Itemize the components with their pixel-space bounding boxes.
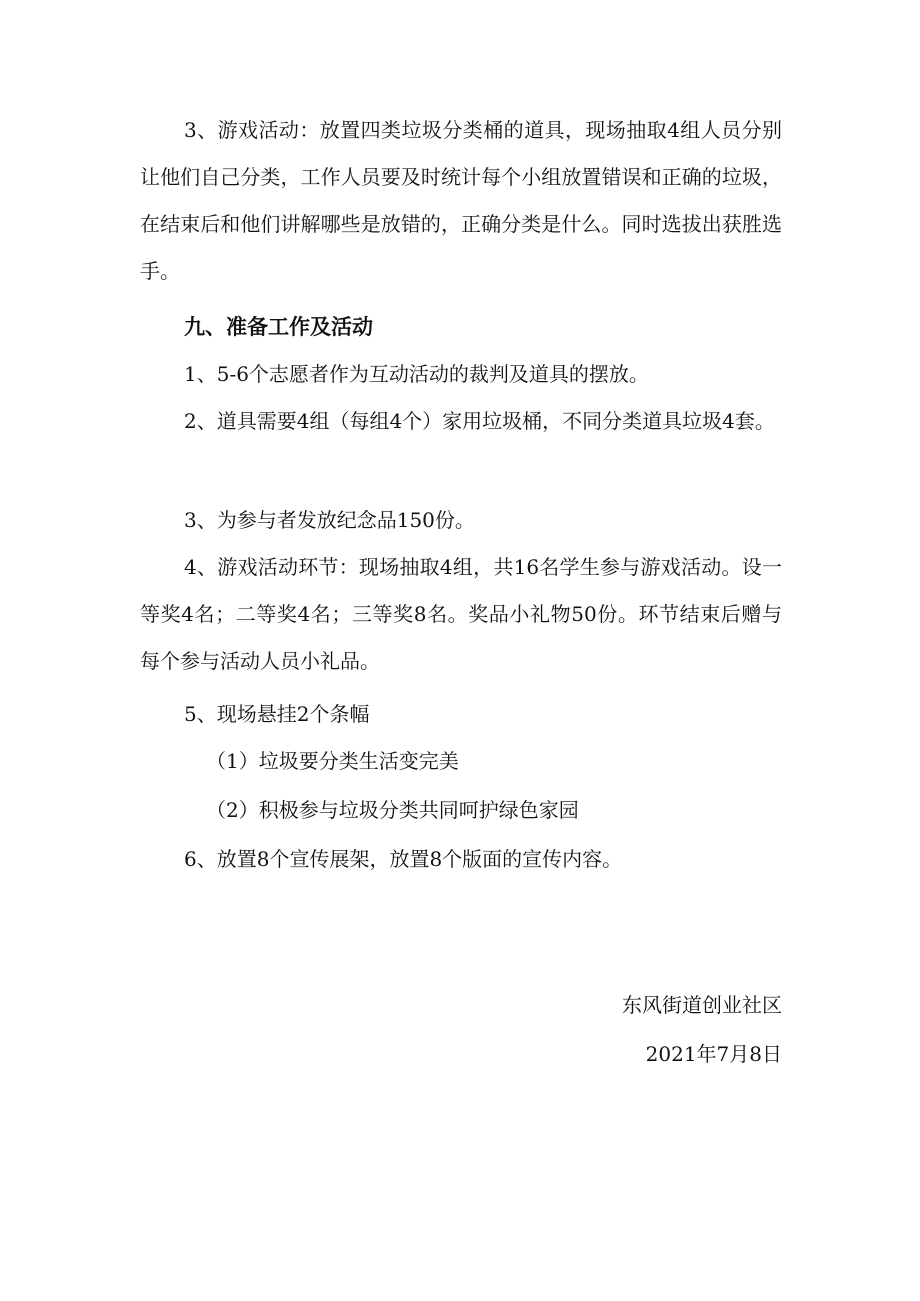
banner-item-2: （2）积极参与垃圾分类共同呵护绿色家园 xyxy=(206,798,579,822)
prep-item-4: 4、游戏活动环节：现场抽取4组，共16名学生参与游戏活动。设一等奖4名；二等奖4名；三等奖8名。奖品小礼物50份。环节结束后赠与每个参与活动人员小礼品。 xyxy=(140,555,782,673)
prep-item-2: 2、道具需要4组（每组4个）家用垃圾桶，不同分类道具垃圾4套。 xyxy=(184,409,775,433)
signature-organization: 东风街道创业社区 xyxy=(622,993,782,1017)
prep-item-1: 1、5-6个志愿者作为互动活动的裁判及道具的摆放。 xyxy=(184,362,649,386)
section-heading-preparation: 九、准备工作及活动 xyxy=(184,314,373,339)
prep-item-5: 5、现场悬挂2个条幅 xyxy=(184,702,370,726)
prep-item-6: 6、放置8个宣传展架，放置8个版面的宣传内容。 xyxy=(184,847,623,871)
game-activity-paragraph: 3、游戏活动：放置四类垃圾分类桶的道具，现场抽取4组人员分别让他们自己分类，工作人员要及时统计每个小组放置错误和正确的垃圾，在结束后和他们讲解哪些是放错的，正确分类是什么。同时选拔出获胜选手。 xyxy=(140,118,782,283)
banner-item-1: （1）垃圾要分类生活变完美 xyxy=(206,749,459,773)
signature-date: 2021年7月8日 xyxy=(645,1042,782,1066)
prep-item-3: 3、为参与者发放纪念品150份。 xyxy=(184,508,475,532)
